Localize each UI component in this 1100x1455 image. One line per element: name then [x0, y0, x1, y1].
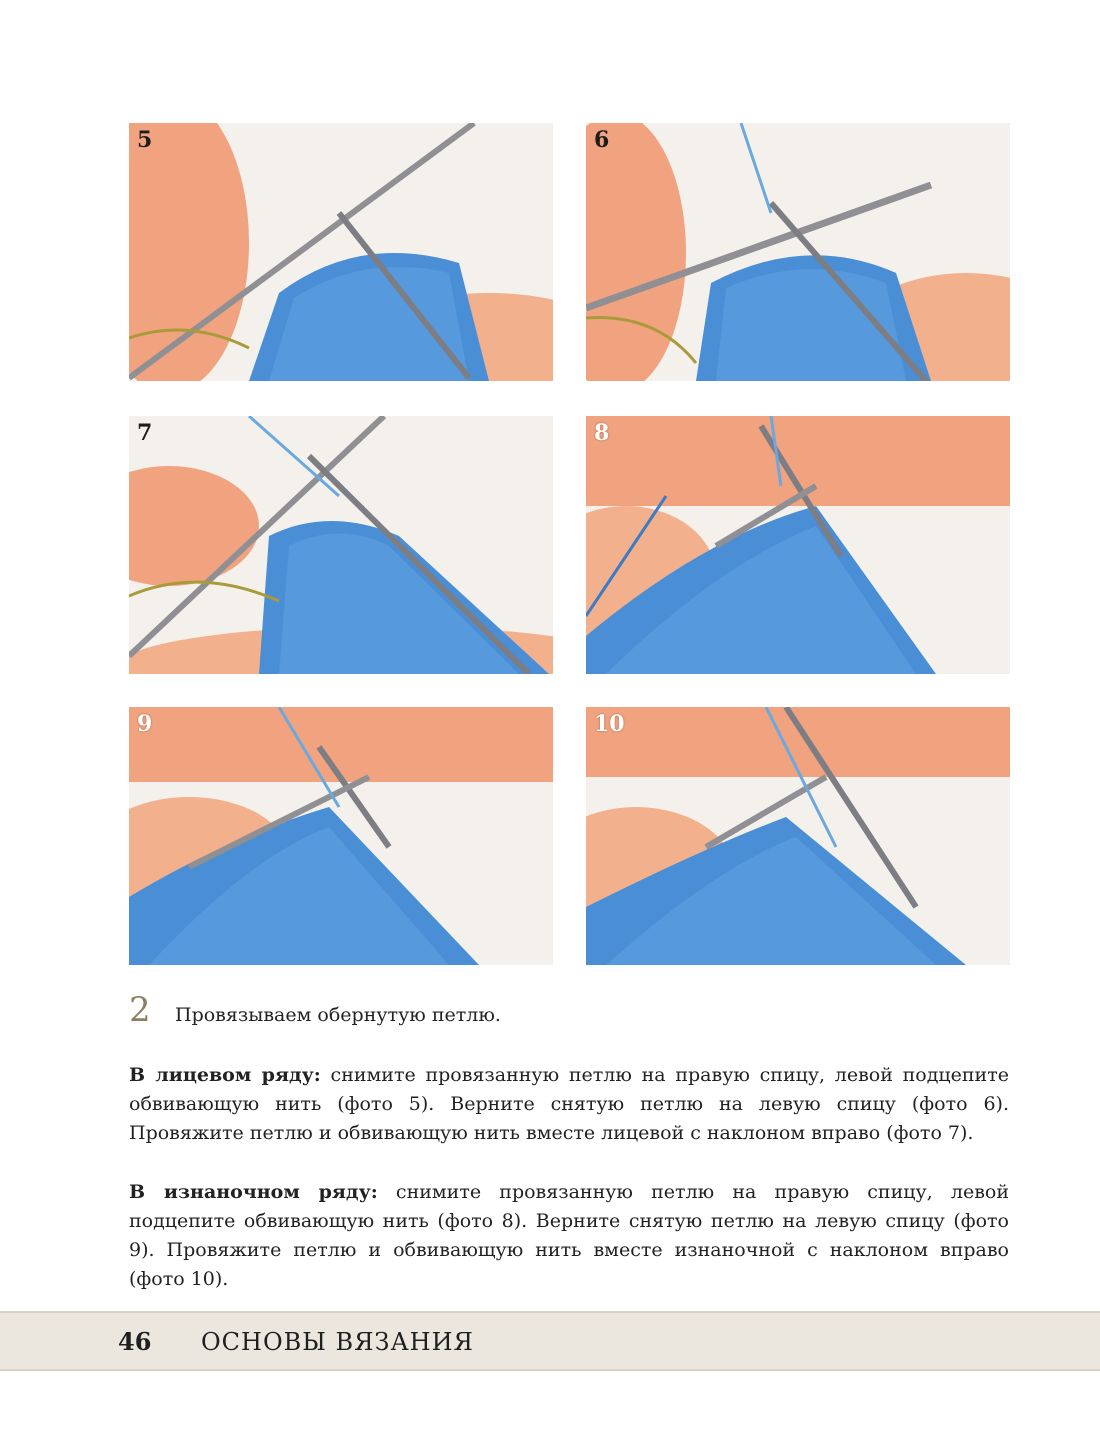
step-number: 2: [129, 990, 151, 1030]
photo-5: [129, 123, 553, 381]
section-title: ОСНОВЫ ВЯЗАНИЯ: [201, 1328, 474, 1356]
photo-number: 8: [594, 420, 610, 446]
paragraph-body: снимите провязанную петлю на правую спицу, левой подцепите обвивающую нить (фото 8). Верните снятую петлю на левую спицу (фото 9). Провяжите петлю и обвивающую нить вместе изнаночной с наклоном вправо (фото 10).: [129, 1181, 1009, 1290]
photo-number: 7: [137, 420, 153, 446]
paragraph-face-row: [129, 1061, 1009, 1148]
photo-8: [586, 416, 1010, 674]
photo-10: [586, 707, 1010, 965]
knitting-photo-image: [586, 707, 1010, 965]
paragraph-purl-row: [129, 1178, 1009, 1294]
paragraph-lead: В изнаночном ряду:: [129, 1181, 378, 1203]
step-heading: [129, 990, 501, 1030]
photo-6: [586, 123, 1010, 381]
step-text: Провязываем обернутую петлю.: [175, 1004, 501, 1026]
knitting-photo-image: [129, 123, 553, 381]
page-number: 46: [118, 1327, 152, 1356]
knitting-photo-image: [586, 416, 1010, 674]
knitting-photo-image: [586, 123, 1010, 381]
photo-number: 9: [137, 711, 153, 737]
photo-number: 6: [594, 127, 610, 153]
paragraph-lead: В лицевом ряду:: [129, 1064, 321, 1086]
paragraph-body: снимите провязанную петлю на правую спицу, левой подцепите обвивающую нить (фото 5). Верните снятую петлю на левую спицу (фото 6). Провяжите петлю и обвивающую нить вместе лицевой с наклоном вправо (фото 7).: [129, 1064, 1009, 1144]
knitting-photo-image: [129, 416, 553, 674]
photo-7: [129, 416, 553, 674]
photo-9: [129, 707, 553, 965]
photo-number: 5: [137, 127, 153, 153]
photo-number: 10: [594, 711, 625, 737]
page-footer: [0, 1311, 1100, 1371]
knitting-photo-image: [129, 707, 553, 965]
